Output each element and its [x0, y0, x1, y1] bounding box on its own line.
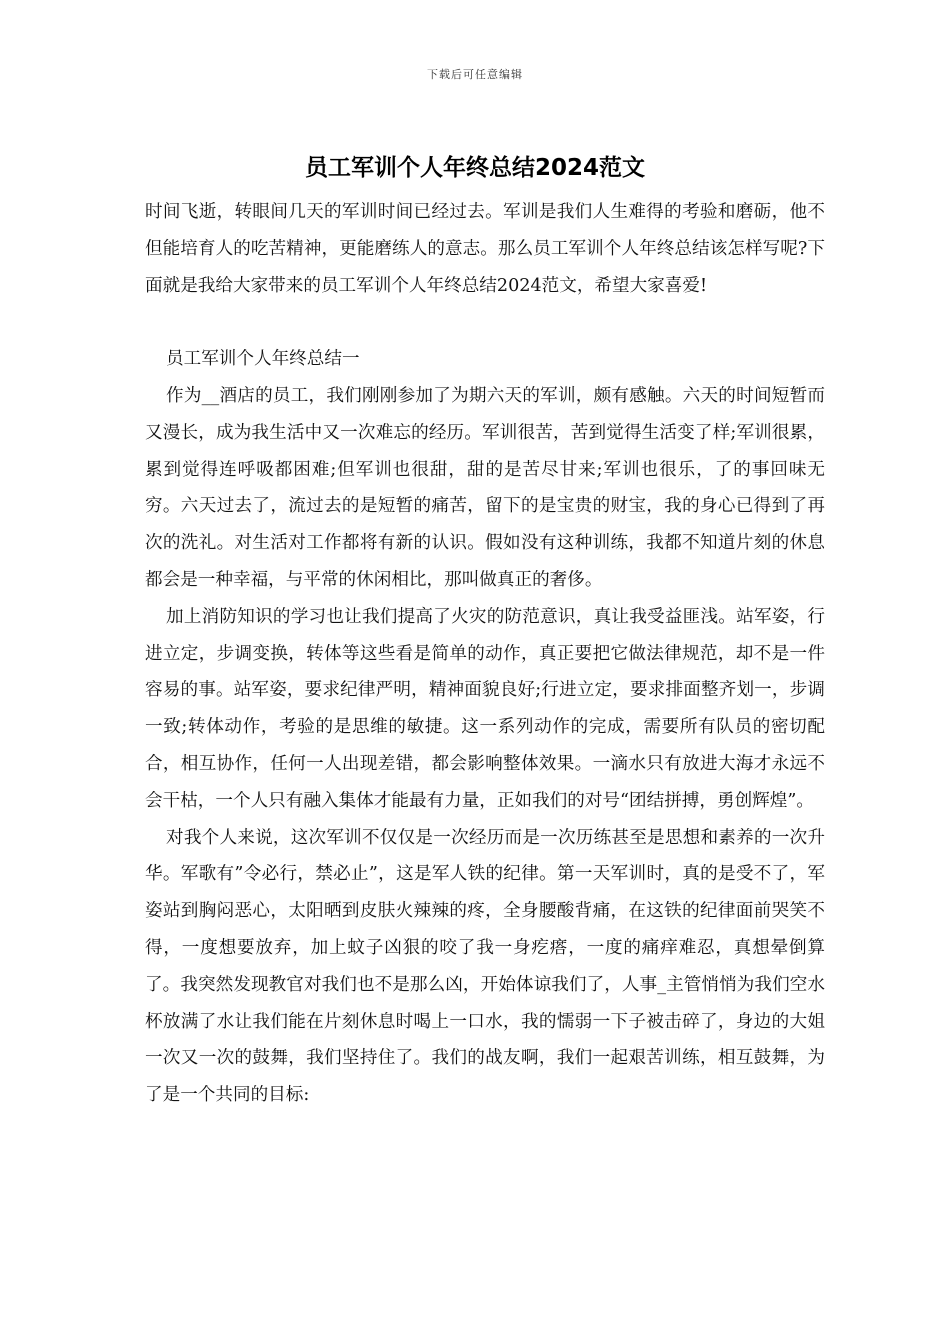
header-note: 下载后可任意编辑: [427, 68, 523, 81]
section-heading: 员工军训个人年终总结一: [166, 349, 360, 370]
body-paragraph-3: 对我个人来说，这次军训不仅仅是一次经历而是一次历练甚至是思想和素养的一次升华。军歌有”令必行，禁必止”，这是军人铁的纪律。第一天军训时，真的是受不了，军姿站到胸闷恶心，太阳晒到皮肤火辣辣的疼，全身腰酸背痛，在这铁的纪律面前哭笑不得，一度想要放弃，加上蚊子凶狠的咬了我一身疙瘩，一度的痛痒难忍，真想晕倒算了。我突然发现教官对我们也不是那么凶，开始体谅我们了，人事_主管悄悄为我们空水杯放满了水让我们能在片刻休息时喝上一口水，我的懦弱一下子被击碎了，身边的大姐一次又一次的鼓舞，我们坚持住了。我们的战友啊，我们一起艰苦训练，相互鼓舞，为了是一个共同的目标:: [145, 827, 825, 1106]
body-paragraph-1: 作为__酒店的员工，我们刚刚参加了为期六天的军训，颇有感触。六天的时间短暂而又漫长，成为我生活中又一次难忘的经历。军训很苦，苦到觉得生活变了样;军训很累，累到觉得连呼吸都困难;但军训也很甜，甜的是苦尽甘来;军训也很乐，了的事回味无穷。六天过去了，流过去的是短暂的痛苦，留下的是宝贵的财宝，我的身心已得到了再次的洗礼。对生活对工作都将有新的认识。假如没有这种训练，我都不知道片刻的休息都会是一种幸福，与平常的休闲相比，那叫做真正的奢侈。: [145, 385, 825, 590]
document-title: 员工军训个人年终总结2024范文: [304, 155, 645, 181]
body-paragraph-2: 加上消防知识的学习也让我们提高了火灾的防范意识，真让我受益匪浅。站军姿，行进立定，步调变换，转体等这些看是简单的动作，真正要把它做法律规范，却不是一件容易的事。站军姿，要求纪律严明，精神面貌良好;行进立定，要求排面整齐划一，步调一致;转体动作，考验的是思维的敏捷。这一系列动作的完成，需要所有队员的密切配合，相互协作，任何一人出现差错，都会影响整体效果。一滴水只有放进大海才永远不会干枯，一个人只有融入集体才能最有力量，正如我们的对号“团结拼搏，勇创辉煌”。: [145, 606, 825, 811]
intro-paragraph: 时间飞逝，转眼间几天的军训时间已经过去。军训是我们人生难得的考验和磨砺，他不但能培育人的吃苦精神，更能磨练人的意志。那么员工军训个人年终总结该怎样写呢?下面就是我给大家带来的员工军训个人年终总结2024范文，希望大家喜爱!: [145, 202, 825, 296]
blank-line: [145, 304, 825, 341]
document-body: [145, 194, 825, 1114]
